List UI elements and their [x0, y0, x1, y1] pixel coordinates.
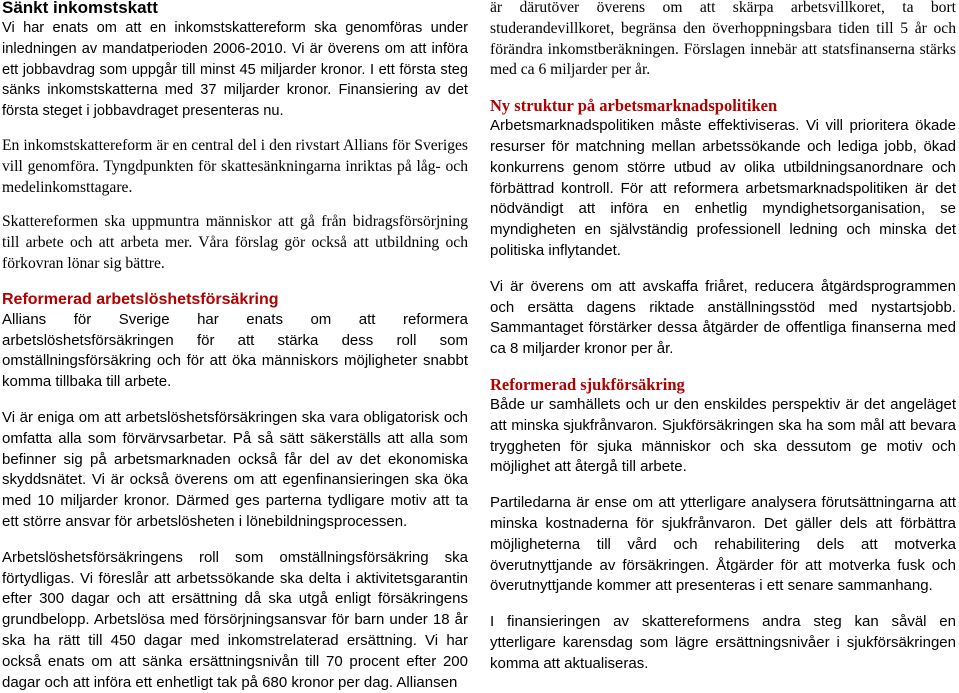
paragraph-arbetsloshet-3: Arbetslöshetsförsäkringens roll som omställningsförsäkring ska förtydligas. Vi föreslår att arbetssökande ska delta i aktivitetsgarantin efter 300 dagar och att ersättning då ska utgå enligt försäkringens grundbelopp. Arbetslösa med försörjningsansvar för barn under 18 år ska ha rätt till 450 dagar med inkomstrelaterad ersättning. Vi har också enats om att sänka ersättningsnivån till 70 procent efter 200 dagar och att införa ett enhetligt tak på 680 kronor per dag. Alliansen — [2, 548, 468, 691]
paragraph-arbetsloshet-1: Allians för Sverige har enats om att reformera arbetslöshetsförsäkringen för att stärka dess roll som omställningsförsäkring och för att öka människors möjligheter snabbt komma tillbaka till arbete. — [2, 310, 468, 391]
section-heading-arbetsmarknadspolitiken: Ny struktur på arbetsmarknadspolitiken — [490, 96, 778, 116]
left-column — [2, 0, 468, 693]
paragraph-sankt-1: Vi har enats om att en inkomstskattereform ska genomföras under inledningen av mandatperioden 2006-2010. Vi är överens om att införa ett jobbavdrag som uppgår till minst 45 miljarder kronor. I ett första steg sänks inkomstskatterna med 37 miljarder kronor. Finansiering av det första steget i jobbavdraget presenteras nu. — [2, 20, 468, 120]
paragraph-arbetsmarknad-2: Vi är överens om att avskaffa friåret, reducera åtgärdsprogrammen och ersätta dagens riktade anställningsstöd med nystartsjobb. Sammantaget förstärker dessa åtgärder de offentliga finanserna med ca 8 miljarder kronor per år. — [490, 277, 956, 358]
section-heading-arbetsloshetsforsakring: Reformerad arbetslöshetsförsäkring — [2, 290, 279, 308]
right-column — [490, 0, 956, 675]
section-heading-sjukforsakring: Reformerad sjukförsäkring — [490, 374, 685, 394]
paragraph-sjuk-2: Partiledarna är ense om att ytterligare analysera förutsättningarna att minska kostnaderna för sjukfrånvaron. Det gäller dels att förbättra möjligheterna till vård och rehabilitering dels att motverka överutnyttjande av försäkringen. Åtgärder för att motverka fusk och överutnyttjande kommer att presenteras i ett senare sammanhang. — [490, 494, 956, 595]
section-heading-sankt-inkomstskatt: Sänkt inkomstskatt — [2, 0, 158, 17]
paragraph-arbetsloshet-continued: är därutöver överens om att skärpa arbetsvillkoret, ta bort studerandevillkoret, begränsa den överhoppningsbara tiden till 5 år och förändra inkomstberäkningen. Förslagen innebär att statsfinanserna stärks med ca 6 miljarder per år. — [490, 0, 956, 79]
paragraph-sjuk-1: Både ur samhällets och ur den enskildes perspektiv är det angeläget att minska sjukfrånvaron. Sjukförsäkringen ska ha som mål att bevara tryggheten för sjuka människor och ska dessutom ge motiv och möjlighet att återgå till arbete. — [490, 395, 956, 476]
paragraph-sankt-2: En inkomstskattereform är en central del i den rivstart Allians för Sveriges vill genomföra. Tyngdpunkten för skattesänkningarna inriktas på låg- och medelinkomsttagare. — [2, 136, 468, 196]
paragraph-sankt-3: Skattereformen ska uppmuntra människor att gå från bidragsförsörjning till arbete och att arbeta mer. Våra förslag gör också att utbildning och förkovran lönar sig bättre. — [2, 213, 468, 272]
paragraph-arbetsmarknad-1: Arbetsmarknadspolitiken måste effektiviseras. Vi vill prioritera ökade resurser för matchning mellan arbetssökande och lediga jobb, ökad konkurrens genom större utbud av olika utbildningsanordnare och förbättrad kontroll. För att reformera arbetsmarknadspolitiken är det nödvändigt att införa en enhetlig myndighetsorganisation, se myndigheten en självständig professionell ledning och minska det politiska inflytandet. — [490, 117, 956, 259]
paragraph-arbetsloshet-2: Vi är eniga om att arbetslöshetsförsäkringen ska vara obligatorisk och omfatta alla som förvärvsarbetar. På så sätt säkerställs att alla som befinner sig på arbetsmarknaden också får del av det ekonomiska skyddsnätet. Vi är också överens om att egenfinansieringen ska öka med 10 miljarder kronor. Därmed ges parterna tydligare motiv att ta ett större ansvar för arbetslösheten i lönebildningsprocessen. — [2, 408, 468, 530]
paragraph-sjuk-3: I finansieringen av skattereformens andra steg kan såväl en ytterligare karensdag som lägre ersättningsnivåer i sjukförsäkringen komma att aktualiseras. — [490, 613, 956, 672]
